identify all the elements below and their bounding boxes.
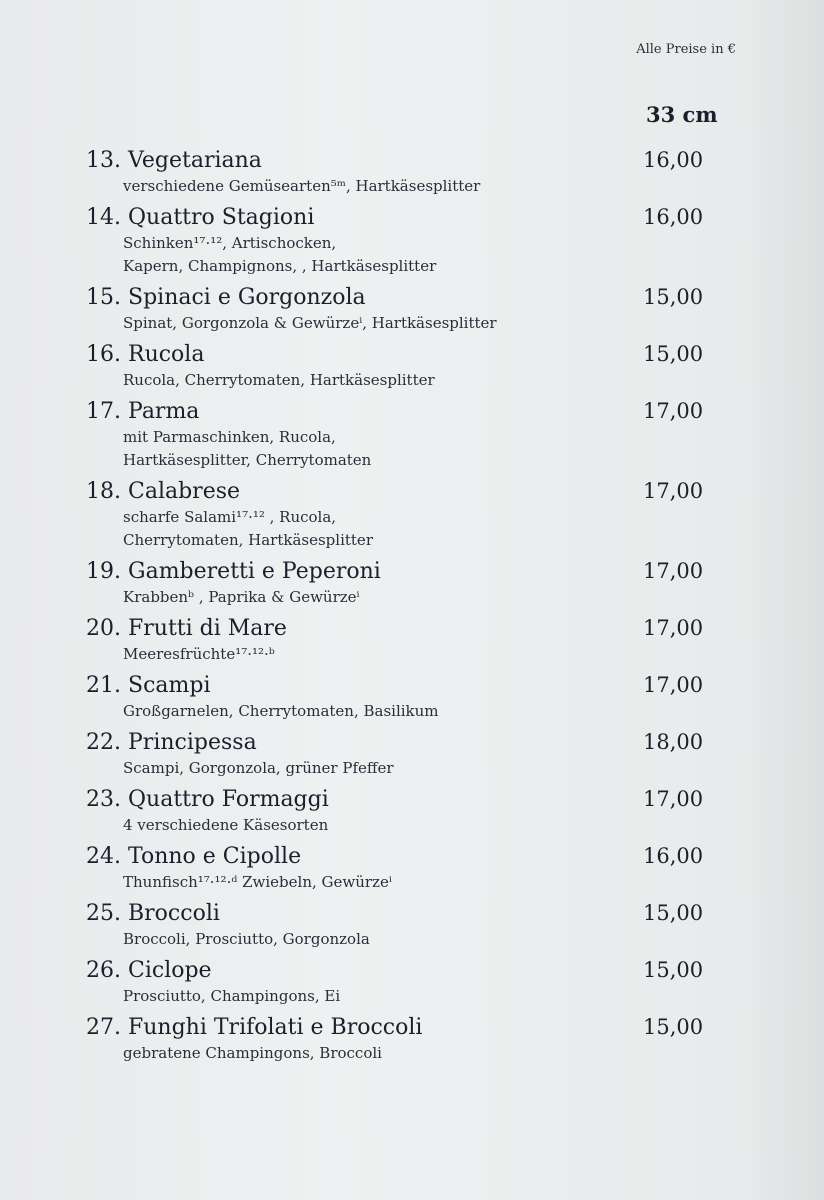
menu-item-price: 16,00 (643, 205, 704, 229)
menu-item-name: Calabrese (128, 479, 241, 504)
menu-item-title (86, 397, 726, 426)
menu-item-description: mit Parmaschinken, Rucola, (123, 428, 336, 446)
menu-item (86, 956, 726, 1008)
menu-item-name: Quattro Stagioni (128, 205, 315, 230)
menu-item-name: Funghi Trifolati e Broccoli (128, 1015, 423, 1040)
menu-item (86, 785, 726, 837)
menu-item-title (86, 146, 726, 175)
menu-item-name: Tonno e Cipolle (128, 844, 302, 869)
menu-item (86, 899, 726, 951)
menu-item-title (86, 899, 726, 928)
menu-item-title (86, 1013, 726, 1042)
menu-item-number: 23. (86, 787, 121, 812)
menu-item-name: Scampi (128, 673, 211, 698)
menu-item-description: Großgarnelen, Cherrytomaten, Basilikum (123, 702, 439, 720)
menu-item-number: 13. (86, 148, 121, 173)
menu-item-description: 4 verschiedene Käsesorten (123, 816, 329, 834)
menu-item-description: verschiedene Gemüsearten⁵ᵐ, Hartkäsesplitter (123, 177, 481, 195)
price-note: Alle Preise in € (636, 42, 736, 57)
menu-item (86, 842, 726, 894)
menu-item-title (86, 671, 726, 700)
menu-item-title (86, 956, 726, 985)
menu-item-title (86, 785, 726, 814)
menu-item-description: Spinat, Gorgonzola & Gewürzeⁱ, Hartkäsesplitter (123, 314, 497, 332)
menu-item-title (86, 557, 726, 586)
menu-item-number: 22. (86, 730, 121, 755)
menu-item-description: Krabbenᵇ , Paprika & Gewürzeⁱ (123, 588, 360, 606)
menu-item (86, 146, 726, 198)
menu-item-price: 15,00 (643, 342, 704, 366)
menu-item (86, 340, 726, 392)
menu-item-name: Parma (128, 399, 200, 424)
menu-item-number: 14. (86, 205, 121, 230)
menu-list (86, 146, 726, 1070)
menu-item-number: 15. (86, 285, 121, 310)
menu-item-title (86, 283, 726, 312)
menu-item-price: 18,00 (643, 730, 704, 754)
menu-item-name: Spinaci e Gorgonzola (128, 285, 366, 310)
menu-item-number: 25. (86, 901, 121, 926)
menu-item-description: Broccoli, Prosciutto, Gorgonzola (123, 930, 370, 948)
menu-item-description: Kapern, Champignons, , Hartkäsesplitter (123, 257, 437, 275)
menu-item-name: Principessa (128, 730, 257, 755)
menu-item-name: Gamberetti e Peperoni (128, 559, 381, 584)
menu-item-description: Rucola, Cherrytomaten, Hartkäsesplitter (123, 371, 435, 389)
menu-item-price: 15,00 (643, 1015, 704, 1039)
menu-item-price: 16,00 (643, 148, 704, 172)
menu-item-description: Scampi, Gorgonzola, grüner Pfeffer (123, 759, 394, 777)
menu-item-description: Prosciutto, Champingons, Ei (123, 987, 341, 1005)
menu-item-number: 17. (86, 399, 121, 424)
menu-item-number: 19. (86, 559, 121, 584)
menu-item-number: 16. (86, 342, 121, 367)
menu-item-price: 17,00 (643, 616, 704, 640)
menu-item-price: 17,00 (643, 787, 704, 811)
menu-item-description: Thunfisch¹⁷·¹²·ᵈ Zwiebeln, Gewürzeⁱ (123, 873, 392, 891)
menu-item-price: 17,00 (643, 559, 704, 583)
menu-item-price: 17,00 (643, 479, 704, 503)
menu-item-description: gebratene Champingons, Broccoli (123, 1044, 382, 1062)
menu-item-number: 21. (86, 673, 121, 698)
menu-item-number: 26. (86, 958, 121, 983)
menu-item-number: 24. (86, 844, 121, 869)
menu-item (86, 557, 726, 609)
menu-item-title (86, 614, 726, 643)
menu-item-name: Quattro Formaggi (128, 787, 329, 812)
menu-item-price: 15,00 (643, 958, 704, 982)
menu-item-name: Broccoli (128, 901, 220, 926)
menu-item-title (86, 477, 726, 506)
menu-item-price: 17,00 (643, 399, 704, 423)
menu-item-title (86, 842, 726, 871)
menu-item-description: Cherrytomaten, Hartkäsesplitter (123, 531, 373, 549)
menu-item-number: 18. (86, 479, 121, 504)
menu-item-price: 16,00 (643, 844, 704, 868)
menu-item-name: Ciclope (128, 958, 212, 983)
menu-item-title (86, 728, 726, 757)
menu-item-price: 15,00 (643, 901, 704, 925)
menu-item (86, 614, 726, 666)
menu-item-description: scharfe Salami¹⁷·¹² , Rucola, (123, 508, 337, 526)
menu-item-title (86, 203, 726, 232)
menu-item-title (86, 340, 726, 369)
menu-item-description: Hartkäsesplitter, Cherrytomaten (123, 451, 372, 469)
menu-item-number: 27. (86, 1015, 121, 1040)
menu-item (86, 671, 726, 723)
menu-item (86, 1013, 726, 1065)
menu-item (86, 397, 726, 472)
menu-item-description: Meeresfrüchte¹⁷·¹²·ᵇ (123, 645, 275, 663)
menu-item-name: Rucola (128, 342, 205, 367)
menu-item (86, 477, 726, 552)
menu-item-price: 17,00 (643, 673, 704, 697)
menu-item (86, 728, 726, 780)
size-column-header: 33 cm (646, 102, 718, 127)
menu-item-name: Frutti di Mare (128, 616, 287, 641)
menu-item-name: Vegetariana (128, 148, 262, 173)
menu-item-number: 20. (86, 616, 121, 641)
menu-item-description: Schinken¹⁷·¹², Artischocken, (123, 234, 337, 252)
menu-item-price: 15,00 (643, 285, 704, 309)
menu-item (86, 283, 726, 335)
menu-item (86, 203, 726, 278)
